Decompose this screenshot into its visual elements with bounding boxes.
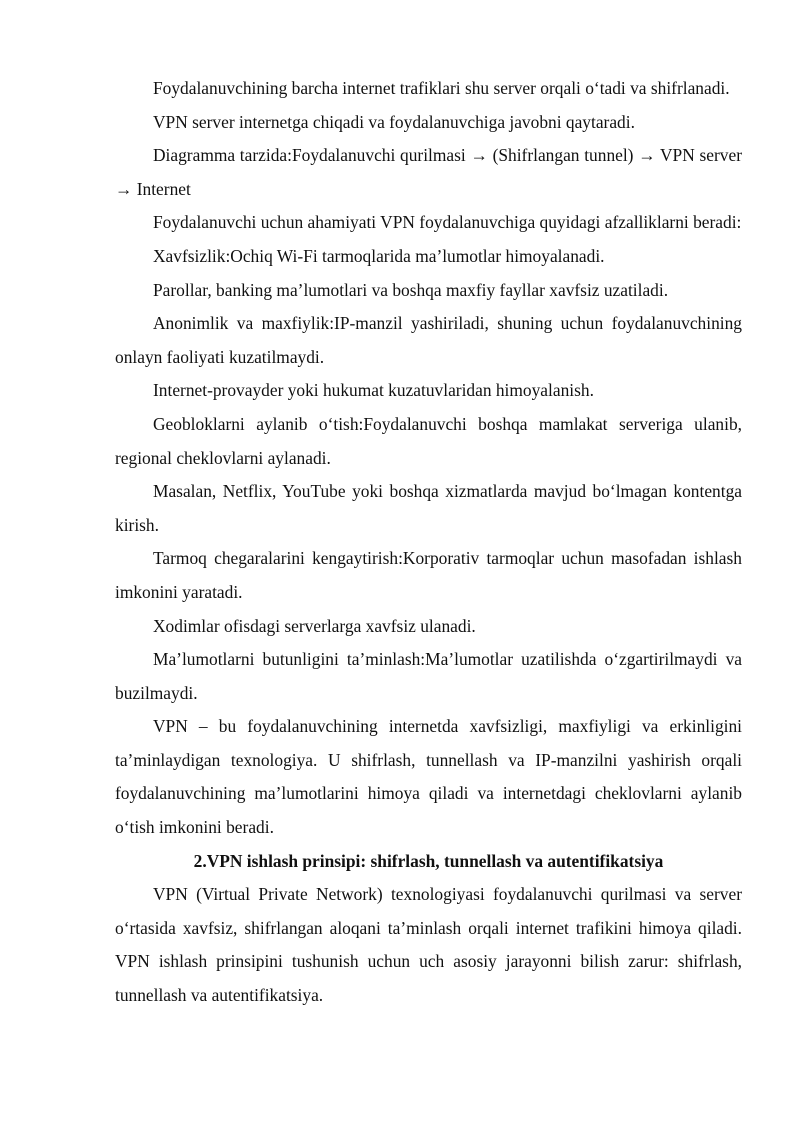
paragraph-vpn-technology: VPN (Virtual Private Network) texnologiyasi foydalanuvchi qurilmasi va server o‘rtasida xavfsiz, shifrlangan aloqani ta’minlash orqali internet trafikini himoya qiladi. VPN ishlash prinsipini tushunish uchun uch asosiy jarayonni bilish zarur: shifrlash, tunnellash va autentifikatsiya. [115, 884, 742, 1006]
paragraph-server-response: VPN server internetga chiqadi va foydalanuvchiga javobni qaytaradi. [153, 111, 635, 132]
document-page [115, 72, 742, 1013]
paragraph-diagram: Diagramma tarzida:Foydalanuvchi qurilmasi → (Shifrlangan tunnel) → VPN server → Internet [115, 145, 742, 199]
paragraph-anonymity: Anonimlik va maxfiylik:IP-manzil yashiriladi, shuning uchun foydalanuvchining onlayn faoliyati kuzatilmaydi. [115, 313, 742, 367]
paragraph-geoblocks: Geobloklarni aylanib o‘tish:Foydalanuvchi boshqa mamlakat serveriga ulanib, regional cheklovlarni aylanadi. [115, 413, 742, 468]
paragraph-streaming-example: Masalan, Netflix, YouTube yoki boshqa xizmatlarda mavjud bo‘lmagan kontentga kirish. [115, 481, 742, 535]
paragraph-employees: Xodimlar ofisdagi serverlarga xavfsiz ulanadi. [153, 615, 476, 636]
paragraph-security: Xavfsizlik:Ochiq Wi-Fi tarmoqlarida ma’lumotlar himoyalanadi. [153, 245, 605, 266]
paragraph-provider-protection: Internet-provayder yoki hukumat kuzatuvlaridan himoyalanish. [153, 380, 594, 401]
paragraph-vpn-summary: VPN – bu foydalanuvchining internetda xavfsizligi, maxfiyligi va erkinligini ta’minlaydigan texnologiya. U shifrlash, tunnellash va IP-manzilni yashirish orqali foydalanuvchining ma’lumotlarini himoya qiladi va internetdagi cheklovlarni aylanib o‘tish imkonini beradi. [115, 716, 742, 838]
paragraph-data-integrity: Ma’lumotlarni butunligini ta’minlash:Ma’lumotlar uzatilishda o‘zgartirilmaydi va buzilmaydi. [115, 649, 742, 703]
paragraph-passwords: Parollar, banking ma’lumotlari va boshqa maxfiy fayllar xavfsiz uzatiladi. [153, 279, 669, 300]
paragraph-traffic-encrypted: Foydalanuvchining barcha internet trafiklari shu server orqali o‘tadi va shifrlanadi. [153, 78, 730, 98]
paragraph-importance: Foydalanuvchi uchun ahamiyati VPN foydalanuvchiga quyidagi afzalliklarni beradi: [153, 212, 742, 233]
section-heading: 2.VPN ishlash prinsipi: shifrlash, tunnellash va autentifikatsiya [193, 850, 664, 871]
paragraph-network-boundaries: Tarmoq chegaralarini kengaytirish:Korporativ tarmoqlar uchun masofadan ishlash imkonini yaratadi. [115, 548, 742, 602]
